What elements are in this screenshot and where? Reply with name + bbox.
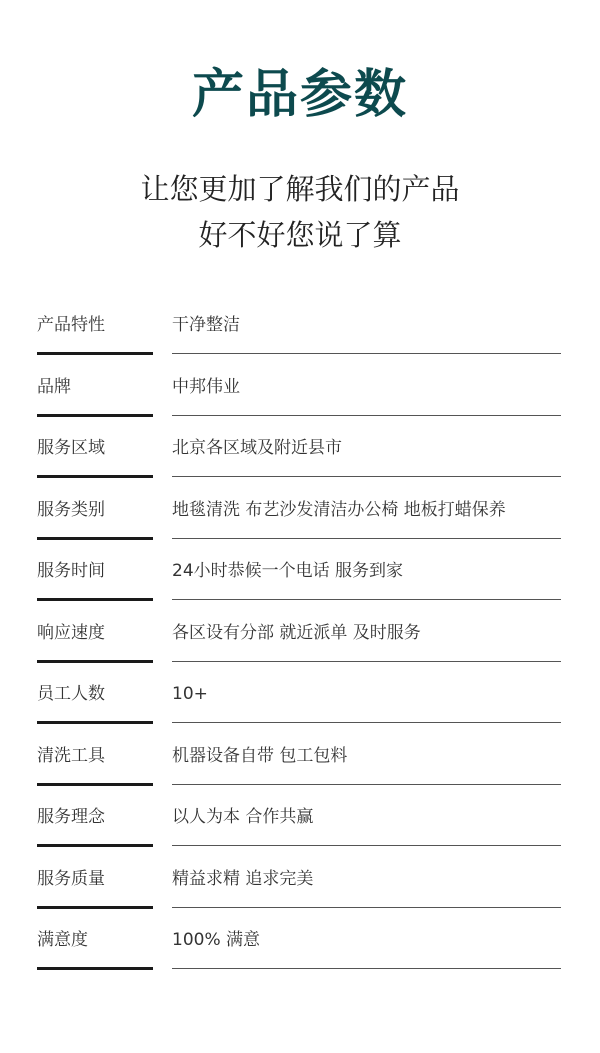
subtitle-line-1: 让您更加了解我们的产品 <box>140 172 460 206</box>
value-divider <box>172 476 561 477</box>
spec-label: 服务理念 <box>37 807 105 827</box>
value-divider <box>172 415 561 416</box>
spec-label: 品牌 <box>37 376 71 397</box>
value-divider <box>172 845 561 846</box>
spec-value: 北京各区域及附近县市 <box>172 438 342 458</box>
value-divider <box>172 538 561 539</box>
spec-value: 中邦伟业 <box>172 376 240 397</box>
spec-label: 产品特性 <box>37 315 105 335</box>
spec-row-service-quality <box>0 848 600 910</box>
page-subtitle <box>0 166 600 258</box>
value-divider <box>172 968 561 969</box>
value-divider <box>172 784 561 785</box>
spec-label: 响应速度 <box>37 622 105 643</box>
label-divider <box>37 967 153 970</box>
spec-row-service-area <box>0 417 600 479</box>
value-divider <box>172 661 561 662</box>
spec-row-cleaning-tools <box>0 725 600 787</box>
spec-value: 干净整洁 <box>172 315 240 335</box>
spec-row-response-speed <box>0 602 600 664</box>
page-title: 产品参数 <box>191 65 408 125</box>
spec-row-service-philosophy <box>0 786 600 848</box>
spec-value: 24小时恭候一个电话 服务到家 <box>172 561 404 581</box>
spec-label: 服务类别 <box>37 499 105 520</box>
spec-value: 精益求精 追求完美 <box>172 868 314 889</box>
subtitle-line-2: 好不好您说了算 <box>198 218 402 252</box>
spec-value: 以人为本 合作共赢 <box>172 807 314 827</box>
spec-value: 机器设备自带 包工包料 <box>172 745 348 766</box>
spec-value: 地毯清洗 布艺沙发清洁办公椅 地板打蜡保养 <box>172 499 506 520</box>
spec-label: 员工人数 <box>37 684 105 704</box>
value-divider <box>172 599 561 600</box>
spec-row-satisfaction <box>0 909 600 971</box>
spec-row-features <box>0 294 600 356</box>
spec-label: 满意度 <box>37 930 88 950</box>
spec-row-brand <box>0 356 600 418</box>
spec-label: 服务时间 <box>37 561 105 581</box>
spec-table <box>0 294 600 971</box>
spec-label: 清洗工具 <box>37 745 105 766</box>
spec-label: 服务质量 <box>37 868 105 889</box>
spec-value: 100% 满意 <box>172 930 261 950</box>
value-divider <box>172 353 561 354</box>
spec-label: 服务区域 <box>37 438 105 458</box>
spec-value: 各区设有分部 就近派单 及时服务 <box>172 622 421 643</box>
spec-row-service-category <box>0 479 600 541</box>
spec-row-staff-count <box>0 663 600 725</box>
spec-value: 10+ <box>172 684 208 704</box>
value-divider <box>172 722 561 723</box>
spec-row-service-hours <box>0 540 600 602</box>
value-divider <box>172 907 561 908</box>
